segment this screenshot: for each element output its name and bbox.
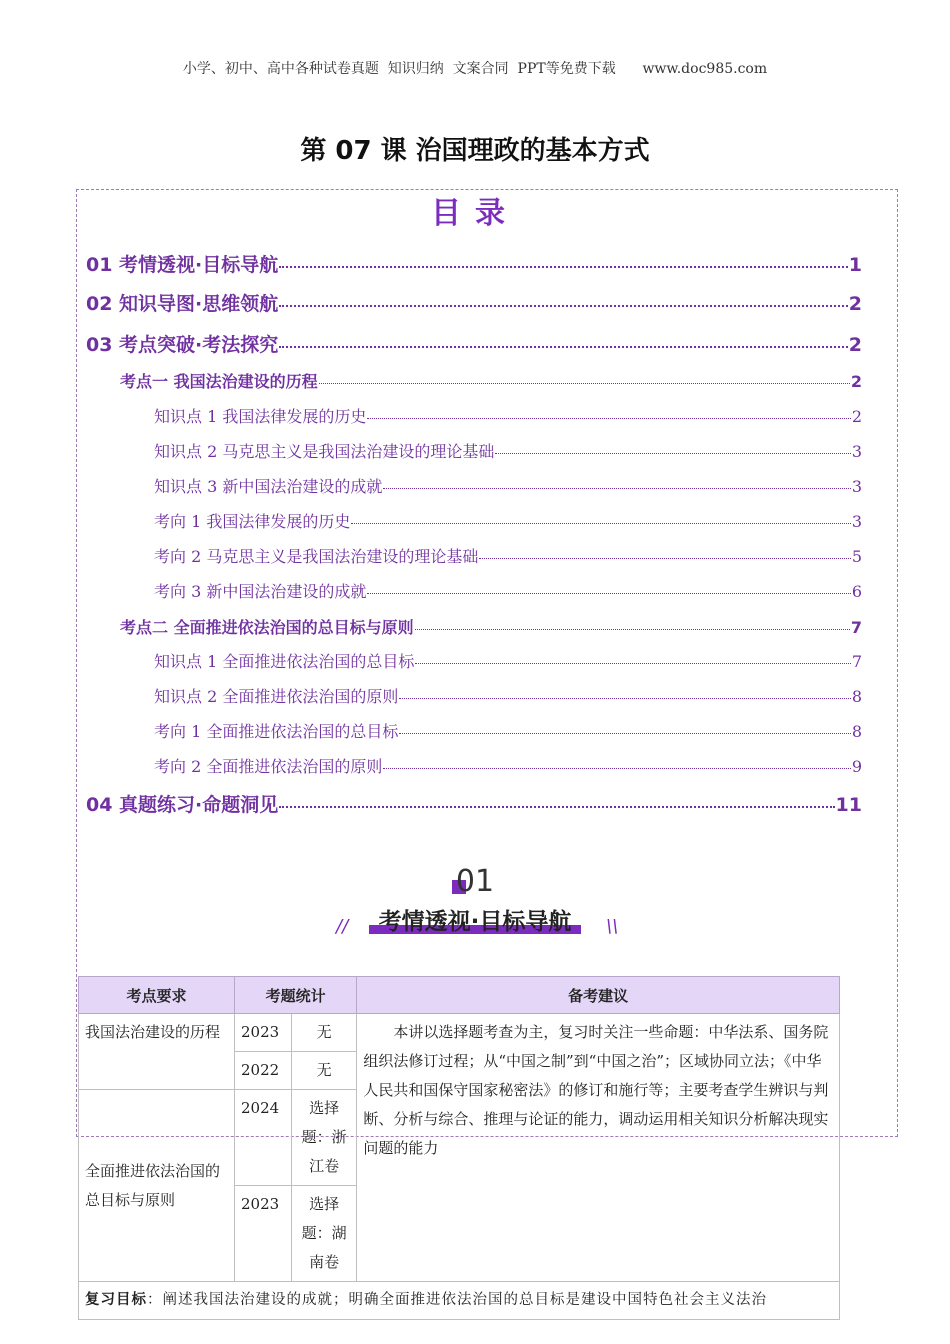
- toc-entry-text: 考向 1 我国法律发展的历史: [154, 512, 351, 531]
- toc-entry-page: 2: [848, 293, 862, 315]
- toc-entry-text: 知识点 2 马克思主义是我国法治建设的理论基础: [154, 442, 495, 461]
- stat-cell: 选择题：浙江卷: [292, 1090, 357, 1186]
- left-slash-decoration: //: [336, 916, 349, 937]
- toc-entry-text: 01 考情透视·目标导航: [86, 254, 279, 276]
- dot-leader: [495, 453, 850, 454]
- toc-entry[interactable]: [154, 579, 862, 602]
- review-goal-label: 复习目标: [85, 1292, 147, 1308]
- toc-entry[interactable]: [154, 404, 862, 427]
- toc-entry-text: 考向 1 全面推进依法治国的总目标: [154, 722, 399, 741]
- toc-entry-text: 考向 2 全面推进依法治国的原则: [154, 757, 383, 776]
- advice-cell: 本讲以选择题考查为主，复习时关注一些命题：中华法系、国务院组织法修订过程；从“中国之制”到“中国之治”；区域协同立法；《中华人民共和国保守国家秘密法》的修订和施行等；主要考查学生辨识与判断、分析与综合、推理与论证的能力，调动运用相关知识分析解决现实问题的能力: [357, 1014, 840, 1282]
- year-cell: 2023: [235, 1186, 292, 1282]
- toc-entry-page: 3: [851, 512, 862, 531]
- year-cell: 2024: [235, 1090, 292, 1186]
- toc-entry[interactable]: [120, 615, 862, 638]
- toc-entry-page: 3: [851, 477, 862, 496]
- stat-cell: 无: [292, 1014, 357, 1052]
- toc-entry-page: 3: [851, 442, 862, 461]
- toc-entry[interactable]: [86, 250, 862, 277]
- section-title: 考情透视·目标导航: [369, 903, 582, 936]
- toc-entry-page: 6: [851, 582, 862, 601]
- toc-entry-page: 9: [851, 757, 862, 776]
- dot-leader: [279, 266, 847, 268]
- toc-entry[interactable]: [154, 544, 862, 567]
- review-goal-cell: [79, 1282, 840, 1320]
- right-slash-decoration: \\: [606, 916, 619, 937]
- dot-leader: [319, 383, 850, 384]
- dot-leader: [415, 629, 850, 630]
- toc-entry[interactable]: [154, 509, 862, 532]
- toc-entry[interactable]: [120, 369, 862, 392]
- page-header: 小学、初中、高中各种试卷真题 知识归纳 文案合同 PPT等免费下载 www.doc985.com: [182, 61, 768, 77]
- col-header-statistics: 考题统计: [235, 977, 357, 1014]
- review-goal-text: ：阐述我国法治建设的成就；明确全面推进依法治国的总目标是建设中国特色社会主义法治: [147, 1292, 767, 1308]
- toc-entry-text: 04 真题练习·命题洞见: [86, 794, 279, 816]
- exam-overview-table: [78, 976, 840, 1320]
- dot-leader: [383, 488, 850, 489]
- table-row: [79, 1282, 840, 1320]
- toc-entry-page: 8: [851, 722, 862, 741]
- toc-entry[interactable]: [86, 330, 862, 357]
- toc-entry-text: 03 考点突破·考法探究: [86, 334, 279, 356]
- dot-leader: [367, 593, 850, 594]
- toc-entry-text: 知识点 1 我国法律发展的历史: [154, 407, 367, 426]
- toc-entry-text: 02 知识导图·思维领航: [86, 293, 279, 315]
- toc-entry-text: 考向 3 新中国法治建设的成就: [154, 582, 367, 601]
- stat-cell: 无: [292, 1052, 357, 1090]
- dot-leader: [383, 768, 850, 769]
- dot-leader: [415, 663, 850, 664]
- toc-entry[interactable]: [154, 684, 862, 707]
- toc-entry-page: 2: [851, 407, 862, 426]
- dot-leader: [279, 305, 847, 307]
- toc-entry-page: 7: [851, 652, 862, 671]
- toc-entry-page: 11: [835, 794, 862, 816]
- col-header-advice: 备考建议: [357, 977, 840, 1014]
- topic-cell: 全面推进依法治国的总目标与原则: [79, 1090, 235, 1282]
- toc-entry-text: 考向 2 马克思主义是我国法治建设的理论基础: [154, 547, 479, 566]
- toc-entry[interactable]: [86, 790, 862, 817]
- lesson-title: 第 07 课 治国理政的基本方式: [300, 136, 650, 166]
- toc-entry-text: 知识点 2 全面推进依法治国的原则: [154, 687, 399, 706]
- toc-entry[interactable]: [154, 754, 862, 777]
- dot-leader: [351, 523, 850, 524]
- toc-entry[interactable]: [154, 649, 862, 672]
- toc-entry[interactable]: [154, 474, 862, 497]
- year-cell: 2022: [235, 1052, 292, 1090]
- topic-cell: 我国法治建设的历程: [79, 1014, 235, 1090]
- dot-leader: [279, 346, 847, 348]
- stat-cell: 选择题：湖南卷: [292, 1186, 357, 1282]
- toc-entry-text: 考点二 全面推进依法治国的总目标与原则: [120, 618, 414, 637]
- toc-entry[interactable]: [86, 289, 862, 316]
- dot-leader: [479, 558, 850, 559]
- dot-leader: [279, 806, 834, 808]
- toc-entry-page: 2: [850, 372, 862, 391]
- section-number: 01: [455, 864, 495, 899]
- toc-entry[interactable]: [154, 719, 862, 742]
- toc-entry-page: 2: [848, 334, 862, 356]
- toc-entry-page: 1: [848, 254, 862, 276]
- toc-entry-text: 考点一 我国法治建设的历程: [120, 372, 318, 391]
- toc-entry-text: 知识点 3 新中国法治建设的成就: [154, 477, 383, 496]
- table-row: [79, 1014, 840, 1052]
- toc-entry-text: 知识点 1 全面推进依法治国的总目标: [154, 652, 415, 671]
- toc-heading: 目录: [431, 196, 519, 231]
- toc-entry[interactable]: [154, 439, 862, 462]
- toc-entry-page: 5: [851, 547, 862, 566]
- toc-entry-page: 8: [851, 687, 862, 706]
- dot-leader: [399, 698, 850, 699]
- toc-entry-page: 7: [850, 618, 862, 637]
- col-header-requirement: 考点要求: [79, 977, 235, 1014]
- year-cell: 2023: [235, 1014, 292, 1052]
- dot-leader: [399, 733, 850, 734]
- dot-leader: [367, 418, 850, 419]
